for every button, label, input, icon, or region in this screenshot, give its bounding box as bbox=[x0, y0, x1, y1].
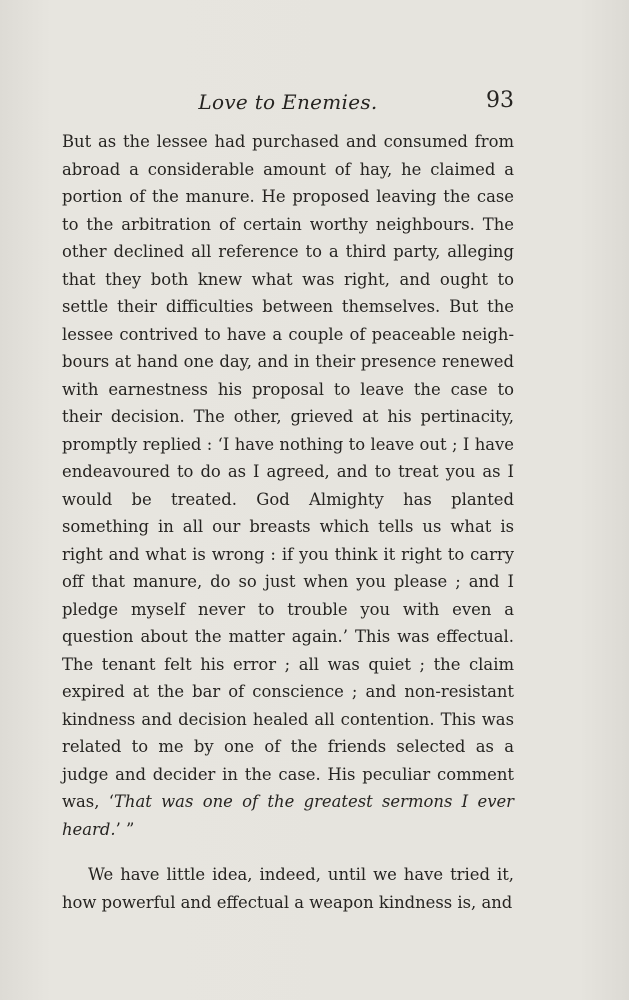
quoted-comment: That was one of the greatest sermons I ever heard. bbox=[62, 792, 514, 839]
body-text bbox=[62, 128, 514, 916]
page-number: 93 bbox=[486, 88, 514, 113]
page-header bbox=[62, 86, 514, 122]
paragraph-2: We have little idea, indeed, until we have tried it, how powerful and effectual a weapon kindness is, and bbox=[62, 865, 514, 912]
closing-quote: ’ ” bbox=[115, 819, 135, 839]
paragraph-1 bbox=[62, 128, 514, 843]
running-title: Love to Enemies. bbox=[198, 90, 378, 114]
paragraph-1-text: But as the lessee had purchased and consumed from abroad a considerable amount of hay, he claimed a portion of the manure. He proposed leaving the case to the arbitration of certain worthy neighbours. The other declined all reference to a third party, alleging that they both knew what was right, and ought to settle their difficulties between themselves. But the lessee contrived to have a couple of peaceable neighbours at hand one day, and in their presence renewed with earnestness his proposal to leave the case to their decision. The other, grieved at his pertinacity, promptly replied : ‘I have nothing to leave out ; I have endeavoured to do as I agreed, and to treat you as I would be treated. God Almighty has planted something in all our breasts which tells us what is right and what is wrong : if you think it right to carry off that manure, do so just when you please ; and I pledge myself never to trouble you with even a question about the matter again.’ This was effectual. The tenant felt his error ; all was quiet ; the claim expired at the bar of conscience ; and non-resistant kindness and decision healed all contention. This was related to me by one of the friends selected as a judge and decider in the case. His peculiar comment was, ‘ bbox=[62, 132, 514, 811]
